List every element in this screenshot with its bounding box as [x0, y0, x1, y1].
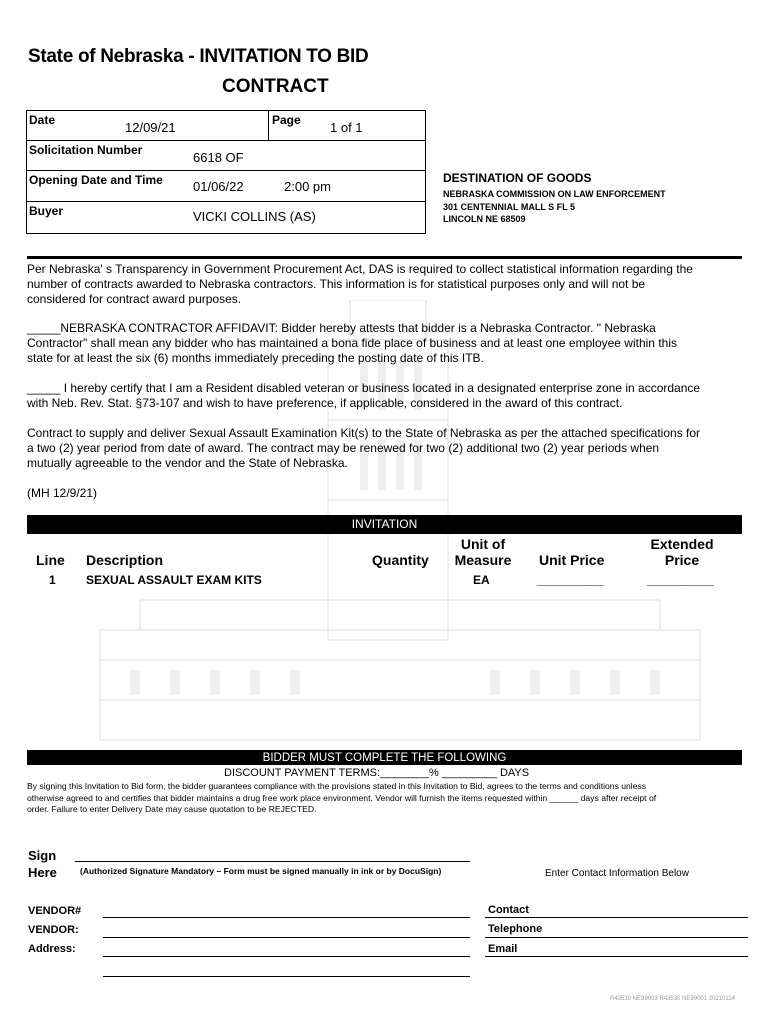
address-field[interactable] [103, 956, 470, 957]
destination-title: DESTINATION OF GOODS [443, 171, 592, 185]
invitation-bar: INVITATION [27, 515, 742, 534]
solicitation-value: 6618 OF [193, 150, 244, 165]
bidder-bar: BIDDER MUST COMPLETE THE FOLLOWING [27, 750, 742, 765]
buyer-label: Buyer [29, 204, 64, 218]
opening-row [27, 171, 425, 202]
telephone-label: Telephone [488, 923, 543, 935]
sign-label: Sign [28, 848, 57, 863]
header-table [26, 110, 426, 234]
contact-info-label: Enter Contact Information Below [545, 868, 689, 879]
page-value: 1 of 1 [330, 120, 363, 135]
col-quantity: Quantity [372, 552, 429, 568]
signature-note: (Authorized Signature Mandatory – Form must be signed manually in ink or by DocuSign) [80, 866, 442, 876]
divider [27, 256, 742, 259]
vendor-number-field[interactable] [103, 917, 470, 918]
page-title-line2: CONTRACT [222, 76, 329, 97]
date-row [27, 111, 425, 141]
legal-text: By signing this Invitation to Bid form, the bidder guarantees compliance with the provisions stated in this Invitation to Bid, agrees to the terms and conditions unless otherwise agreed to and certifies that bidder maintains a drug free work place environment. Vendor will furnish the items requested within ______ days after receipt of order. Failure to enter Delivery Date may cause quotation to be REJECTED. [27, 781, 657, 814]
date-label: Date [29, 113, 56, 127]
page-title: State of Nebraska - INVITATION TO BID [28, 46, 369, 67]
buyer-row [27, 202, 425, 233]
solicitation-row [27, 141, 425, 171]
address-field-2[interactable] [103, 976, 470, 977]
page-label: Page [272, 113, 301, 127]
veteran-certification: _____ I hereby certify that I am a Resident disabled veteran or business located in a designated enterprise zone in accordance with Neb. Rev. Stat. §73-107 and wish to have preference, if applicable, considered in the award of this contract. [27, 381, 701, 410]
telephone-field[interactable] [485, 937, 748, 938]
signature-line[interactable] [75, 861, 470, 862]
opening-time: 2:00 pm [284, 179, 331, 194]
discount-terms[interactable]: DISCOUNT PAYMENT TERMS:________% _________ DAYS [224, 767, 530, 779]
row-unit-price-blank[interactable]: __________ [537, 573, 604, 587]
reference-note: (MH 12/9/21) [27, 486, 98, 500]
contact-field[interactable] [485, 917, 748, 918]
solicitation-label: Solicitation Number [29, 143, 143, 157]
email-label: Email [488, 943, 518, 955]
transparency-paragraph: Per Nebraska' s Transparency in Government Procurement Act, DAS is required to collect statistical information regarding the number of contracts awarded to Nebraska contractors. This information is for statistical purposes only and will not be considered for contract award purposes. [27, 262, 693, 306]
vendor-label: VENDOR: [28, 924, 79, 936]
row-description: SEXUAL ASSAULT EXAM KITS [86, 573, 262, 587]
destination-line2: 301 CENTENNIAL MALL S FL 5 [443, 202, 576, 212]
row-unit: EA [473, 573, 490, 587]
col-unit-measure: Unit of Measure [454, 536, 512, 568]
date-value: 12/09/21 [125, 120, 176, 135]
row-line: 1 [49, 573, 56, 587]
destination-line1: NEBRASKA COMMISSION ON LAW ENFORCEMENT [443, 189, 666, 199]
buyer-value: VICKI COLLINS (AS) [193, 209, 316, 224]
opening-label: Opening Date and Time [29, 173, 163, 187]
vendor-number-label: VENDOR# [28, 905, 82, 917]
col-unit-price: Unit Price [539, 552, 605, 568]
address-label: Address: [28, 943, 76, 955]
destination-line3: LINCOLN NE 68509 [443, 214, 526, 224]
opening-date: 01/06/22 [193, 179, 244, 194]
contract-description: Contract to supply and deliver Sexual Assault Examination Kit(s) to the State of Nebraska as per the attached specifications for a two (2) year period from date of award. The contract may be renewed for two (2) additional two (2) year periods when mutually agreeable to the vendor and the State of Nebraska. [27, 426, 701, 470]
contractor-affidavit: _____NEBRASKA CONTRACTOR AFFIDAVIT: Bidder hereby attests that bidder is a Nebraska Contractor. " Nebraska Contractor" shall mean any bidder who has maintained a bona fide place of business and at least one employee within this state for at least the six (6) months immediately preceding the posting date of this ITB. [27, 321, 677, 365]
row-ext-price-blank[interactable]: __________ [647, 573, 714, 587]
col-line: Line [36, 552, 65, 568]
here-label: Here [28, 865, 57, 880]
col-description: Description [86, 552, 164, 568]
contact-label: Contact [488, 904, 529, 916]
footer-code: R43530 NE99003 R43530 NE99001 20210114 [610, 996, 735, 1002]
email-field[interactable] [485, 956, 748, 957]
col-extended-price: Extended Price [650, 536, 714, 568]
vendor-field[interactable] [103, 937, 470, 938]
